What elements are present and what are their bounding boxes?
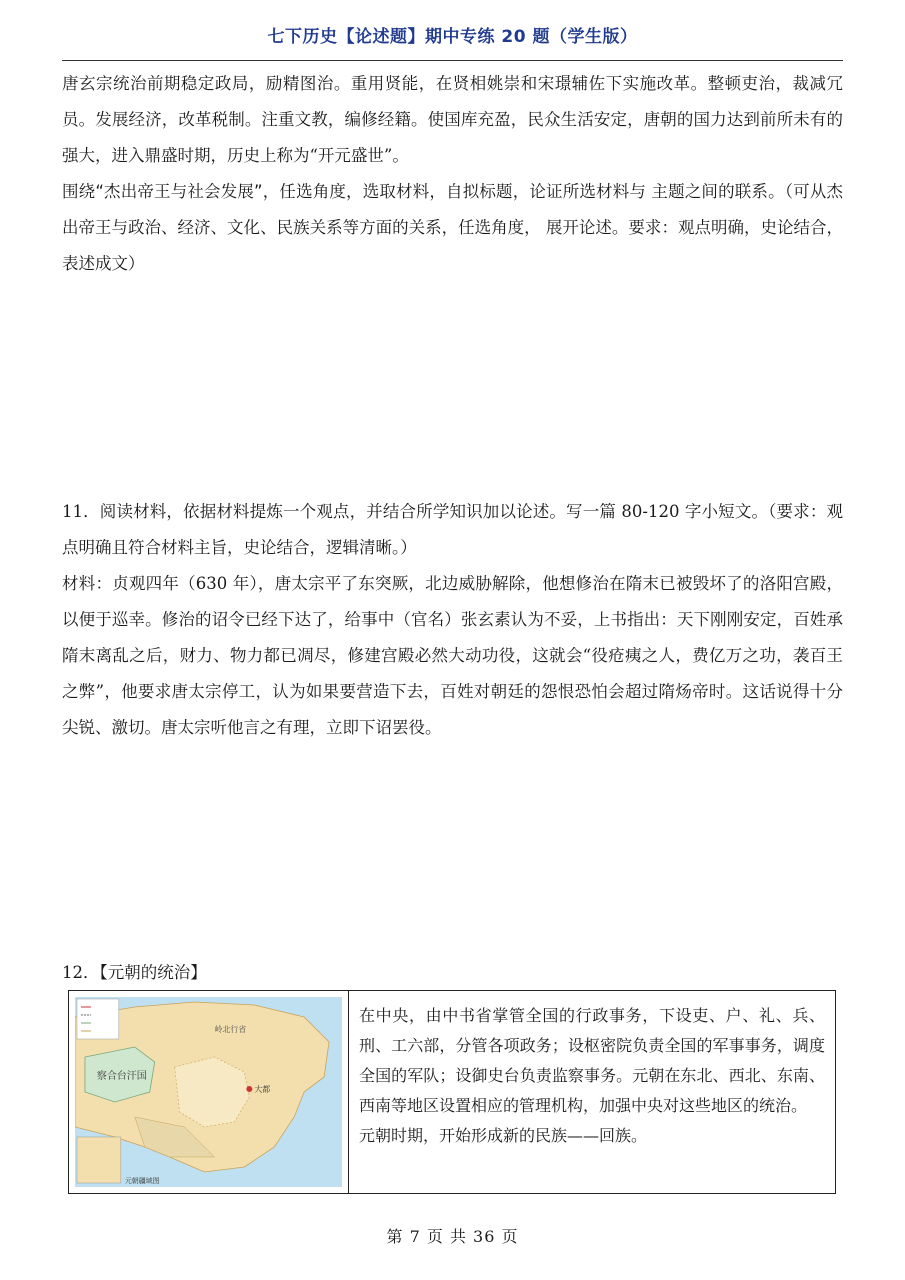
yuan-text-cell	[349, 991, 835, 1193]
q10-material: 唐玄宗统治前期稳定政局，励精图治。重用贤能，在贤相姚崇和宋璟辅佐下实施改革。整顿吏治，裁减冗员。发展经济，改革税制。注重文教，编修经籍。使国库充盈，民众生活安定，唐朝的国力达到前所未有的强大，进入鼎盛时期，历史上称为“开元盛世”。	[62, 74, 843, 165]
map-label-capital: 大都	[254, 1084, 271, 1095]
q11-question: 11．阅读材料，依据材料提炼一个观点，并结合所学知识加以论述。写一篇 80-120 字小短文。（要求：观点明确且符合材料主旨，史论结合，逻辑清晰。）	[62, 502, 843, 557]
map-legend	[77, 999, 119, 1039]
question-11-block	[62, 494, 843, 746]
page-header-title: 七下历史【论述题】期中专练 20 题（学生版）	[267, 27, 638, 47]
q10-task: 围绕“杰出帝王与社会发展”，任选角度，选取材料，自拟标题，论证所选材料与 主题之间的联系。（可从杰出帝王与政治、经济、文化、民族关系等方面的关系，任选角度， 展开论述。要求：观点明确，史论结合，表述成文）	[62, 182, 843, 273]
yuan-map-cell	[69, 991, 349, 1193]
map-capital-marker	[246, 1086, 252, 1092]
q12-title: 12．【元朝的统治】	[62, 963, 207, 982]
map-caption: 元朝疆域图	[124, 1176, 160, 1186]
map-label-north: 岭北行省	[214, 1024, 247, 1035]
map-inset-south-sea	[77, 1137, 121, 1183]
page-number-footer: 第 7 页 共 36 页	[386, 1227, 519, 1246]
yuan-text-paragraph-1: 在中央，由中书省掌管全国的行政事务，下设吏、户、礼、兵、刑、工六部，分管各项政务；设枢密院负责全国的军事事务，调度全国的军队；设御史台负责监察事务。元朝在东北、西北、东南、西南等地区设置相应的管理机构，加强中央对这些地区的统治。	[359, 1006, 825, 1115]
map-label-khanate: 察合台汗国	[96, 1070, 147, 1083]
yuan-text-paragraph-2: 元朝时期，开始形成新的民族——回族。	[359, 1126, 648, 1145]
yuan-territory-map	[75, 997, 342, 1187]
q12-figure-table	[68, 990, 836, 1194]
q11-material: 材料：贞观四年（630 年），唐太宗平了东突厥，北边威胁解除，他想修治在隋末已被毁坏了的洛阳宫殿，以便于巡幸。修治的诏令已经下达了，给事中（官名）张玄素认为不妥，上书指出：天下刚刚安定，百姓承隋末离乱之后，财力、物力都已凋尽，修建宫殿必然大动功役，这就会“役疮痍之人，费亿万之功，袭百王之弊”，他要求唐太宗停工，认为如果要营造下去，百姓对朝廷的怨恨恐怕会超过隋炀帝时。这话说得十分尖锐、激切。唐太宗听他言之有理，立即下诏罢役。	[62, 574, 843, 737]
header-divider	[62, 60, 843, 61]
question-10-block	[62, 66, 843, 282]
